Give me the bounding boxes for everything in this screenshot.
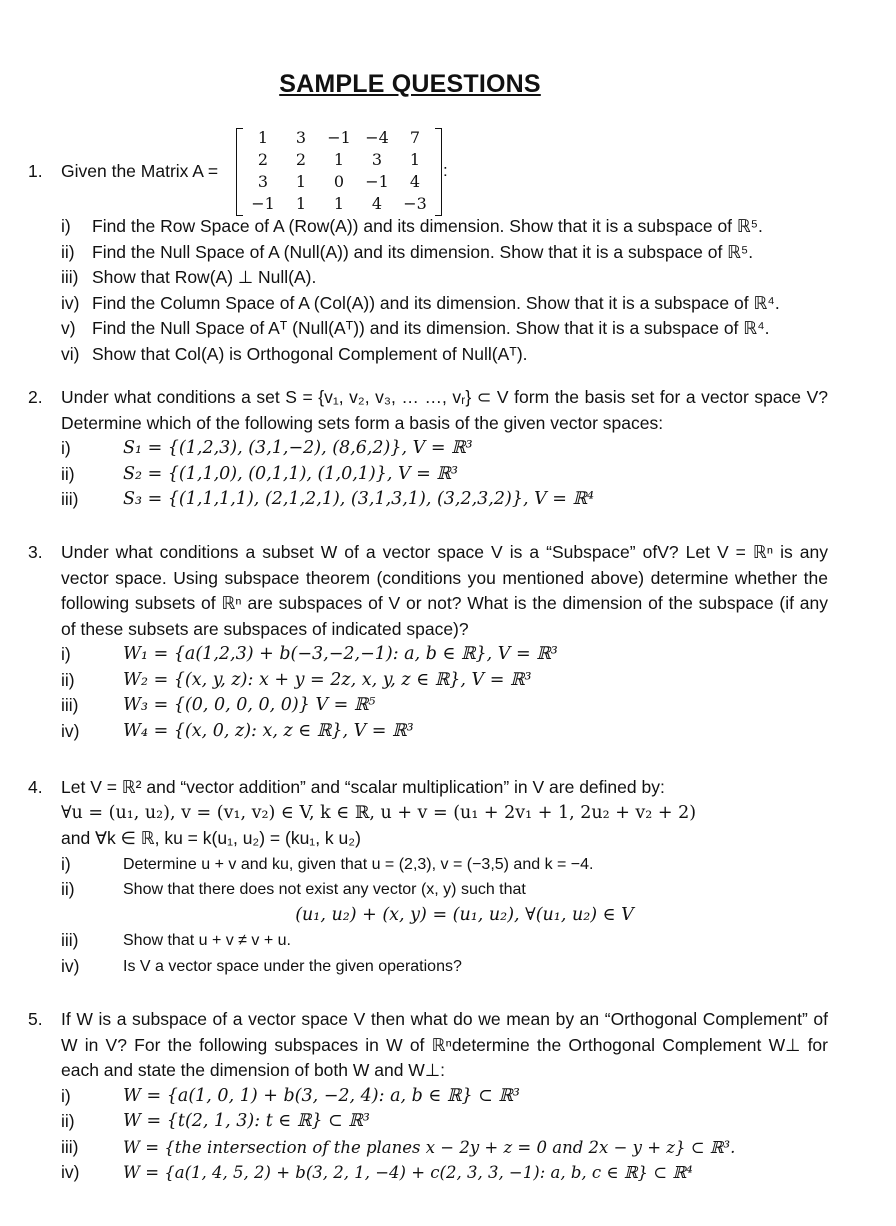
list-item bbox=[61, 214, 828, 240]
list-item bbox=[61, 719, 828, 745]
item-text: Show that there does not exist any vector (x, y) such that bbox=[123, 881, 526, 898]
item-number: vi) bbox=[61, 343, 80, 364]
matrix-cell: 1 bbox=[257, 127, 269, 147]
matrix-cell: −4 bbox=[365, 127, 389, 147]
operation-definition: ∀u = (u₁, u₂), v = (v₁, v₂) ∈ V, k ∈ ℝ, u + v = (u₁ + 2v₁ + 1, 2u₂ + v₂ + 2) bbox=[61, 802, 697, 823]
matrix-cell: −1 bbox=[251, 193, 275, 213]
list-item bbox=[61, 1135, 828, 1161]
item-text: Show that u + v ≠ v + u. bbox=[123, 932, 291, 949]
list-item bbox=[61, 436, 828, 462]
list-item bbox=[61, 877, 828, 903]
question-1-number: 1. bbox=[28, 161, 43, 181]
matrix-table bbox=[244, 126, 434, 214]
matrix-cell: 1 bbox=[333, 193, 345, 213]
matrix-row bbox=[244, 126, 434, 148]
item-text: Determine u + v and ku, given that u = (2,3), v = (−3,5) and k = −4. bbox=[123, 855, 594, 873]
list-item bbox=[61, 642, 828, 668]
item-text: W = {t(2, 1, 3): t ∈ ℝ} ⊂ ℝ³ bbox=[123, 1111, 370, 1131]
item-number: ii) bbox=[61, 669, 75, 690]
item-number: iii) bbox=[61, 267, 79, 287]
question-5 bbox=[28, 1007, 828, 1186]
question-text: Let V = ℝ² and “vector addition” and “scalar multiplication” in V are defined by: bbox=[61, 777, 665, 797]
list-item bbox=[61, 668, 828, 694]
list-item bbox=[61, 1084, 828, 1110]
item-text: S₁ = {(1,2,3), (3,1,−2), (8,6,2)}, V = ℝ³ bbox=[123, 438, 473, 458]
question-number: 2. bbox=[28, 387, 43, 407]
matrix-cell: 3 bbox=[257, 171, 269, 191]
list-item bbox=[61, 928, 828, 954]
item-text: W₁ = {a(1,2,3) + b(−3,−2,−1): a, b ∈ ℝ}, V = ℝ³ bbox=[123, 644, 558, 664]
matrix-left-bracket bbox=[236, 128, 243, 216]
item-text: Is V a vector space under the given operations? bbox=[123, 957, 462, 975]
question-text: Under what conditions a set S = {v₁, v₂, v₃, … …, vᵣ} ⊂ V form the basis set for a vector space V? Determine which of the following sets form a basis of the given vector spaces: bbox=[61, 387, 828, 433]
item-number: i) bbox=[61, 1085, 71, 1106]
item-text: W = {a(1, 0, 1) + b(3, −2, 4): a, b ∈ ℝ} ⊂ ℝ³ bbox=[123, 1085, 520, 1106]
item-text: Show that Col(A) is Orthogonal Complement of Null(Aᵀ). bbox=[92, 343, 528, 364]
matrix-cell: −1 bbox=[365, 171, 389, 191]
item-number: iii) bbox=[61, 1136, 79, 1157]
list-item bbox=[61, 954, 828, 980]
question-number: 5. bbox=[28, 1009, 43, 1029]
item-text: Find the Null Space of Aᵀ (Null(Aᵀ)) and its dimension. Show that it is a subspace of ℝ⁴. bbox=[92, 318, 770, 338]
matrix-cell: 3 bbox=[371, 149, 383, 169]
question-2 bbox=[28, 385, 828, 513]
item-text: W₂ = {(x, y, z): x + y = 2z, x, y, z ∈ ℝ}, V = ℝ³ bbox=[123, 669, 532, 690]
matrix-row bbox=[244, 148, 434, 170]
question-3 bbox=[28, 540, 828, 744]
matrix-cell: 2 bbox=[257, 149, 269, 169]
item-number: iii) bbox=[61, 695, 79, 715]
matrix-row bbox=[244, 170, 434, 192]
item-number: iii) bbox=[61, 930, 79, 950]
matrix-cell: 4 bbox=[409, 171, 421, 191]
question-text: If W is a subspace of a vector space V then what do we mean by an “Orthogonal Complement” of W in V? For the following subspaces in W of ℝⁿdetermine the Orthogonal Complement W⊥ for each and state the dimension of both W and W⊥: bbox=[61, 1009, 828, 1080]
matrix-cell: −3 bbox=[403, 193, 427, 213]
matrix-cell: 1 bbox=[295, 193, 307, 213]
question-number: 4. bbox=[28, 777, 43, 797]
list-item bbox=[61, 1109, 828, 1135]
page-title: SAMPLE QUESTIONS bbox=[279, 70, 541, 98]
list-item bbox=[61, 291, 828, 317]
item-number: iii) bbox=[61, 489, 79, 509]
scalar-definition: and ∀k ∈ ℝ, ku = k(u₁, u₂) = (ku₁, k u₂) bbox=[61, 828, 361, 848]
list-item bbox=[61, 1160, 828, 1186]
matrix-cell: 0 bbox=[333, 171, 345, 191]
item-number: iv) bbox=[61, 720, 80, 741]
item-number: i) bbox=[61, 644, 71, 664]
question-1-items bbox=[28, 214, 828, 367]
list-item bbox=[61, 240, 828, 266]
item-number: i) bbox=[61, 853, 71, 874]
item-number: i) bbox=[61, 438, 71, 458]
item-number: iv) bbox=[61, 292, 80, 313]
item-text: Find the Column Space of A (Col(A)) and its dimension. Show that it is a subspace of ℝ⁴. bbox=[92, 292, 780, 313]
matrix-cell: 7 bbox=[409, 127, 421, 147]
matrix-cell: 4 bbox=[371, 193, 383, 213]
equation: (u₁, u₂) + (x, y) = (u₁, u₂), ∀(u₁, u₂) ∈ V bbox=[295, 904, 634, 925]
item-text: W₃ = {(0, 0, 0, 0, 0)} V = ℝ⁵ bbox=[123, 695, 376, 715]
matrix-cell: 1 bbox=[333, 149, 345, 169]
matrix-cell: 3 bbox=[295, 127, 307, 147]
question-text: Under what conditions a subset W of a vector space V is a “Subspace” ofV? Let V = ℝⁿ is any vector space. Using subspace theorem (conditions you mentioned above) determine whether the following subsets of ℝⁿ are subspaces of V or not? What is the dimension of the subspace (if any of these subsets are subspaces of indicated space)? bbox=[61, 542, 828, 639]
item-text: Show that Row(A) ⊥ Null(A). bbox=[92, 267, 317, 287]
item-text: Find the Null Space of A (Null(A)) and its dimension. Show that it is a subspace of ℝ⁵. bbox=[92, 241, 754, 262]
matrix-cell: 1 bbox=[409, 149, 421, 169]
matrix-right-bracket bbox=[435, 128, 442, 216]
list-item bbox=[61, 462, 828, 488]
item-number: i) bbox=[61, 216, 71, 236]
matrix-cell: −1 bbox=[327, 127, 351, 147]
list-item bbox=[61, 316, 828, 342]
item-number: iv) bbox=[61, 1162, 80, 1182]
list-item bbox=[61, 265, 828, 291]
matrix-row bbox=[244, 192, 434, 214]
matrix-colon: : bbox=[443, 161, 448, 180]
question-4 bbox=[28, 775, 828, 979]
item-number: iv) bbox=[61, 955, 80, 976]
item-text: W₄ = {(x, 0, z): x, z ∈ ℝ}, V = ℝ³ bbox=[123, 720, 414, 741]
item-text: W = {a(1, 4, 5, 2) + b(3, 2, 1, −4) + c(2, 3, 3, −1): a, b, c ∈ ℝ} ⊂ ℝ⁴ bbox=[123, 1163, 693, 1182]
item-number: v) bbox=[61, 318, 76, 338]
question-1-intro: Given the Matrix A = bbox=[61, 161, 219, 181]
item-number: ii) bbox=[61, 463, 75, 484]
item-number: ii) bbox=[61, 1111, 75, 1131]
matrix-a bbox=[236, 128, 442, 216]
item-number: ii) bbox=[61, 879, 75, 899]
matrix-cell: 1 bbox=[295, 171, 307, 191]
item-text: W = {the intersection of the planes x − 2y + z = 0 and 2x − y + z} ⊂ ℝ³. bbox=[123, 1137, 736, 1157]
item-text: S₃ = {(1,1,1,1), (2,1,2,1), (3,1,3,1), (3,2,3,2)}, V = ℝ⁴ bbox=[123, 489, 595, 509]
list-item bbox=[61, 693, 828, 719]
item-number: ii) bbox=[61, 241, 75, 262]
list-item bbox=[61, 342, 828, 368]
matrix-cell: 2 bbox=[295, 149, 307, 169]
question-number: 3. bbox=[28, 542, 43, 562]
list-item bbox=[61, 487, 828, 513]
item-text: S₂ = {(1,1,0), (0,1,1), (1,0,1)}, V = ℝ³ bbox=[123, 463, 458, 484]
list-item bbox=[61, 852, 828, 878]
item-text: Find the Row Space of A (Row(A)) and its dimension. Show that it is a subspace of ℝ⁵. bbox=[92, 216, 763, 236]
